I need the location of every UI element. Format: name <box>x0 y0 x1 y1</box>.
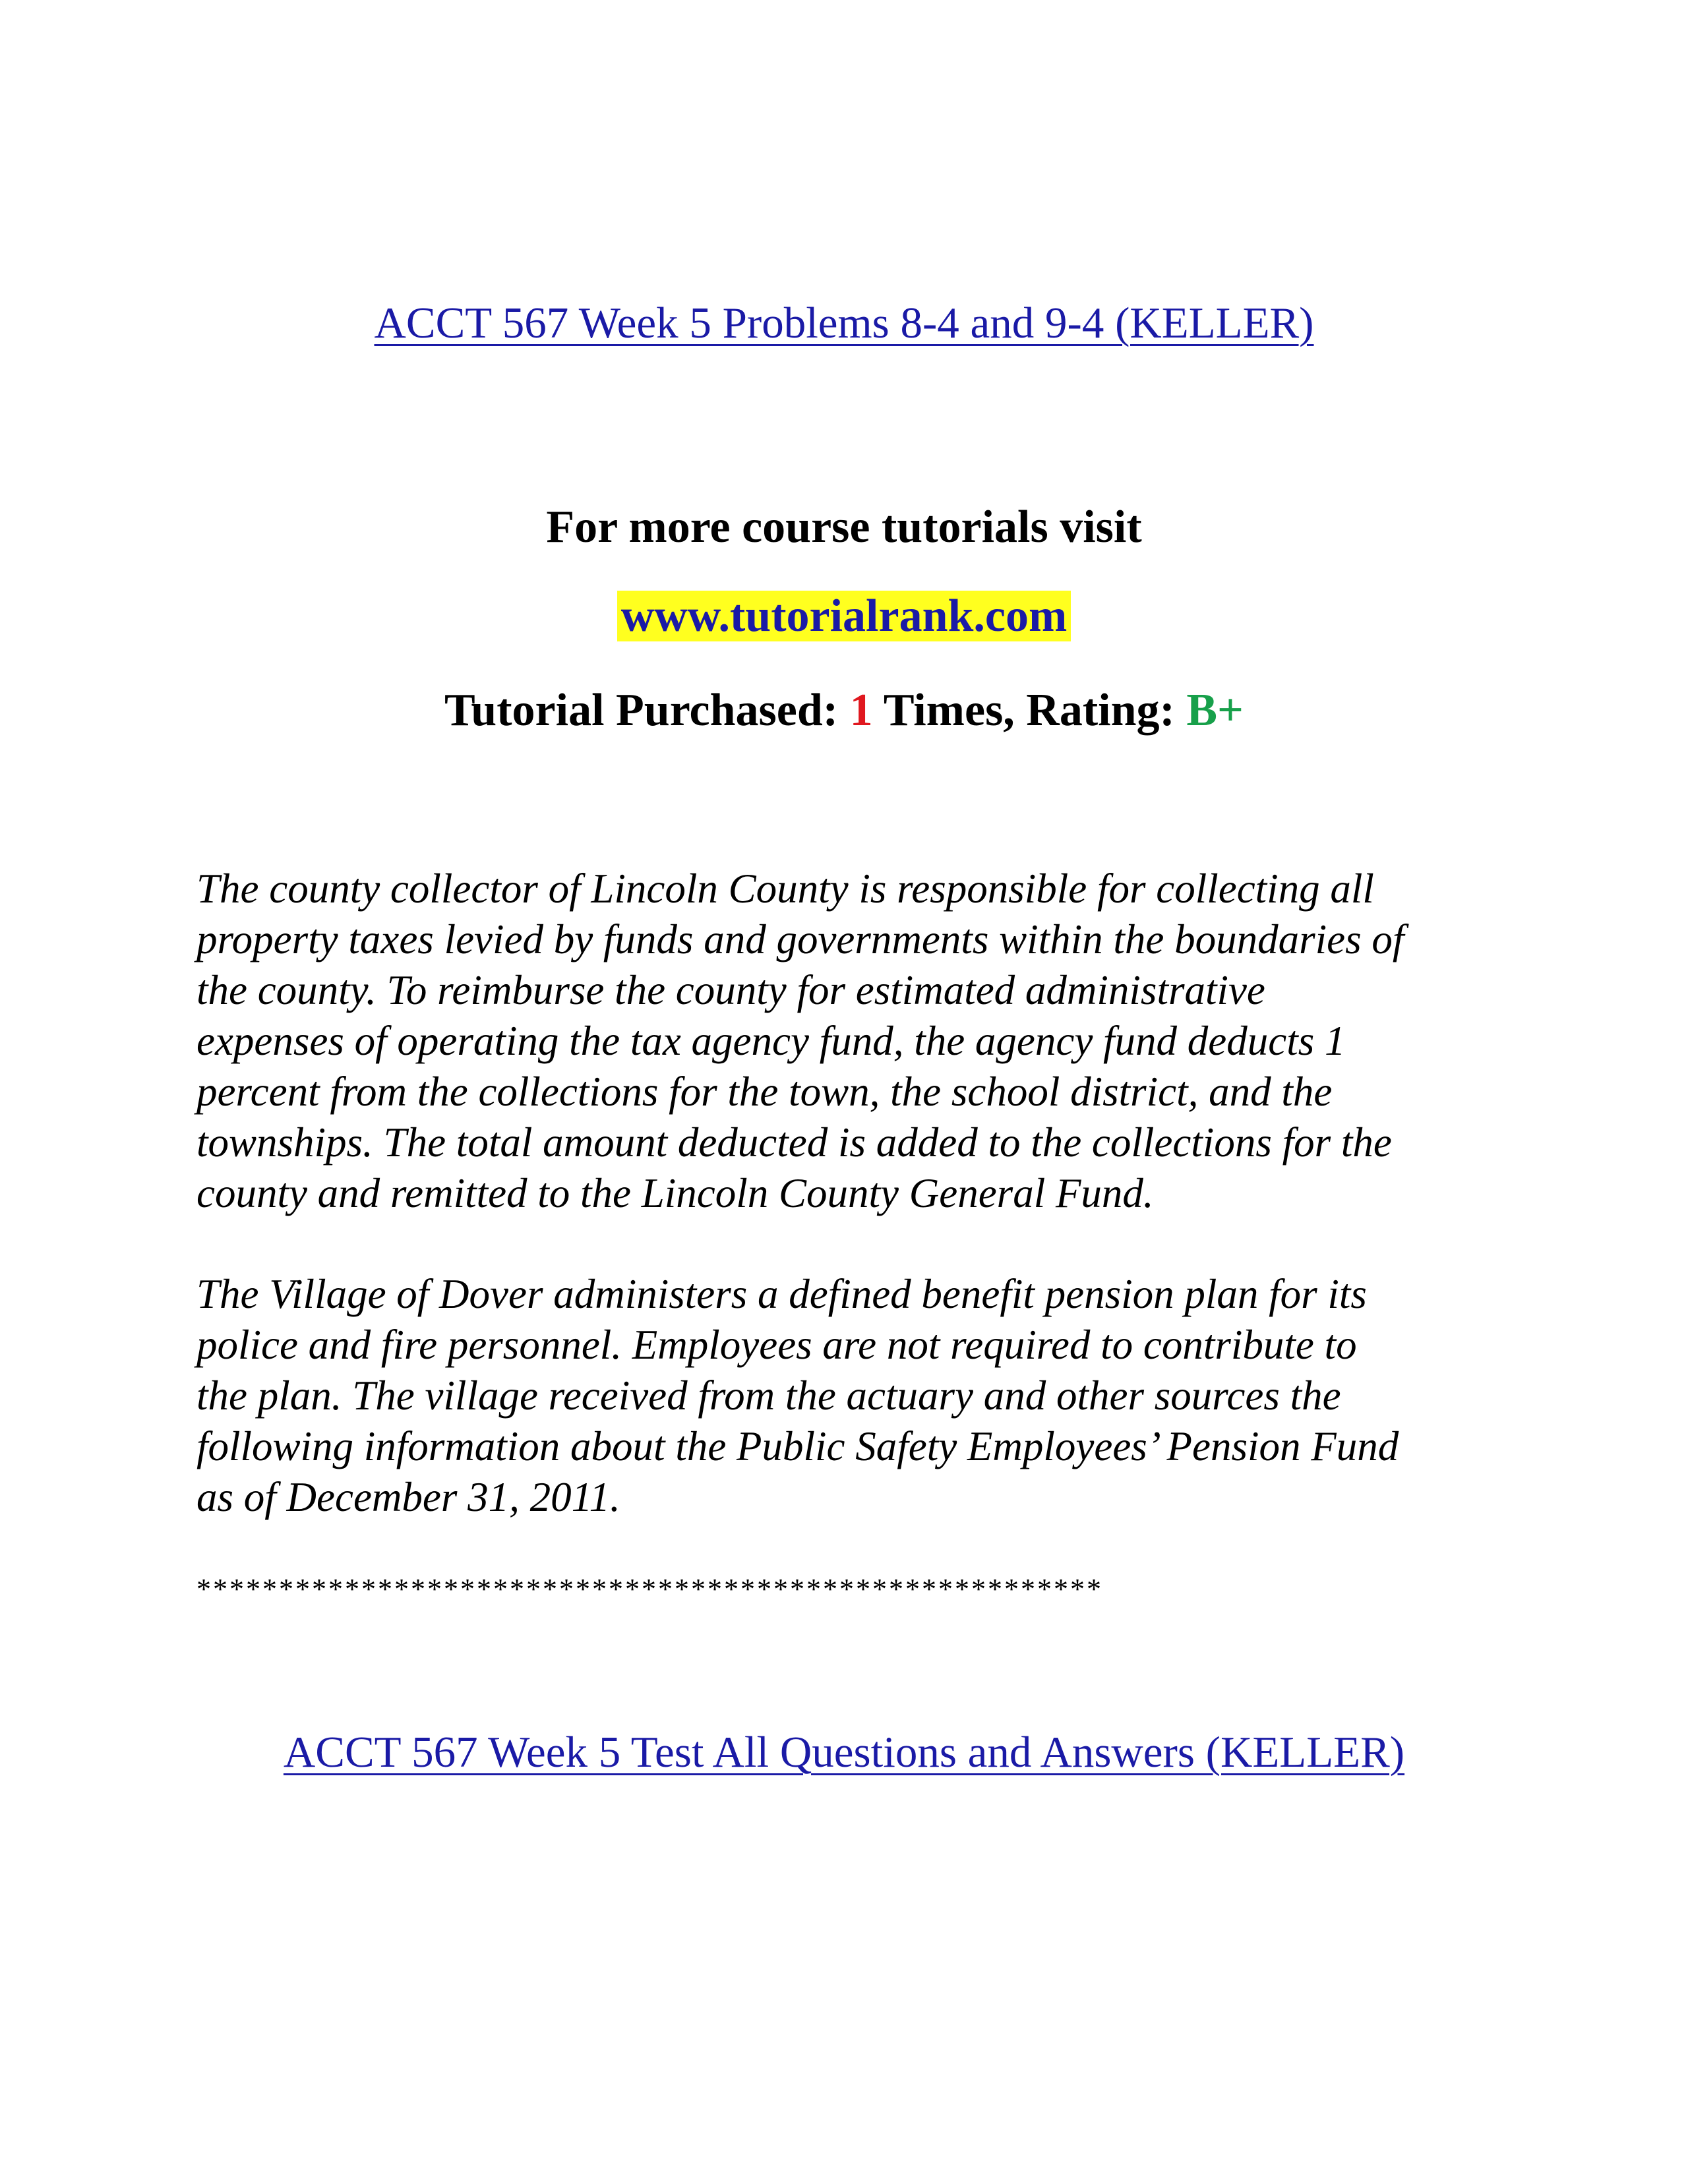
promo-url-link[interactable]: www.tutorialrank.com <box>617 591 1071 641</box>
paragraph-line: county and remitted to the Lincoln County General Fund. <box>196 1170 1154 1216</box>
paragraph-line: following information about the Public Safety Employees’ Pension Fund <box>196 1423 1399 1469</box>
rating-value: B+ <box>1186 685 1244 736</box>
paragraph-line: townships. The total amount deducted is added to the collections for the <box>196 1119 1392 1166</box>
paragraph-line: The county collector of Lincoln County is responsible for collecting all <box>196 866 1374 912</box>
paragraph-line: expenses of operating the tax agency fund, the agency fund deducts 1 <box>196 1018 1346 1064</box>
stats-middle: Times, Rating: <box>872 685 1187 736</box>
title-link[interactable]: ACCT 567 Week 5 Problems 8-4 and 9-4 (KELLER) <box>374 299 1314 347</box>
paragraph-line: percent from the collections for the town, the school district, and the <box>196 1069 1333 1115</box>
paragraph-line: as of December 31, 2011. <box>196 1474 620 1520</box>
purchase-stats <box>0 684 1688 737</box>
paragraph-lincoln-county <box>196 864 1535 1219</box>
paragraph-line: the plan. The village received from the actuary and other sources the <box>196 1372 1341 1419</box>
paragraph-line: the county. To reimburse the county for estimated administrative <box>196 967 1265 1013</box>
paragraph-line: The Village of Dover administers a defined benefit pension plan for its <box>196 1271 1367 1317</box>
paragraph-line: police and fire personnel. Employees are not required to contribute to <box>196 1322 1357 1368</box>
promo-heading: For more course tutorials visit <box>546 502 1142 552</box>
next-tutorial-link[interactable]: ACCT 567 Week 5 Test All Questions and Answers (KELLER) <box>283 1728 1405 1777</box>
paragraph-line: property taxes levied by funds and governments within the boundaries of <box>196 916 1404 962</box>
stats-prefix: Tutorial Purchased: <box>444 685 850 736</box>
promo-url-line <box>0 590 1688 643</box>
paragraph-village-of-dover <box>196 1269 1535 1523</box>
purchase-count: 1 <box>849 685 873 736</box>
asterisk-separator: ******************************************************* <box>196 1573 1103 1605</box>
